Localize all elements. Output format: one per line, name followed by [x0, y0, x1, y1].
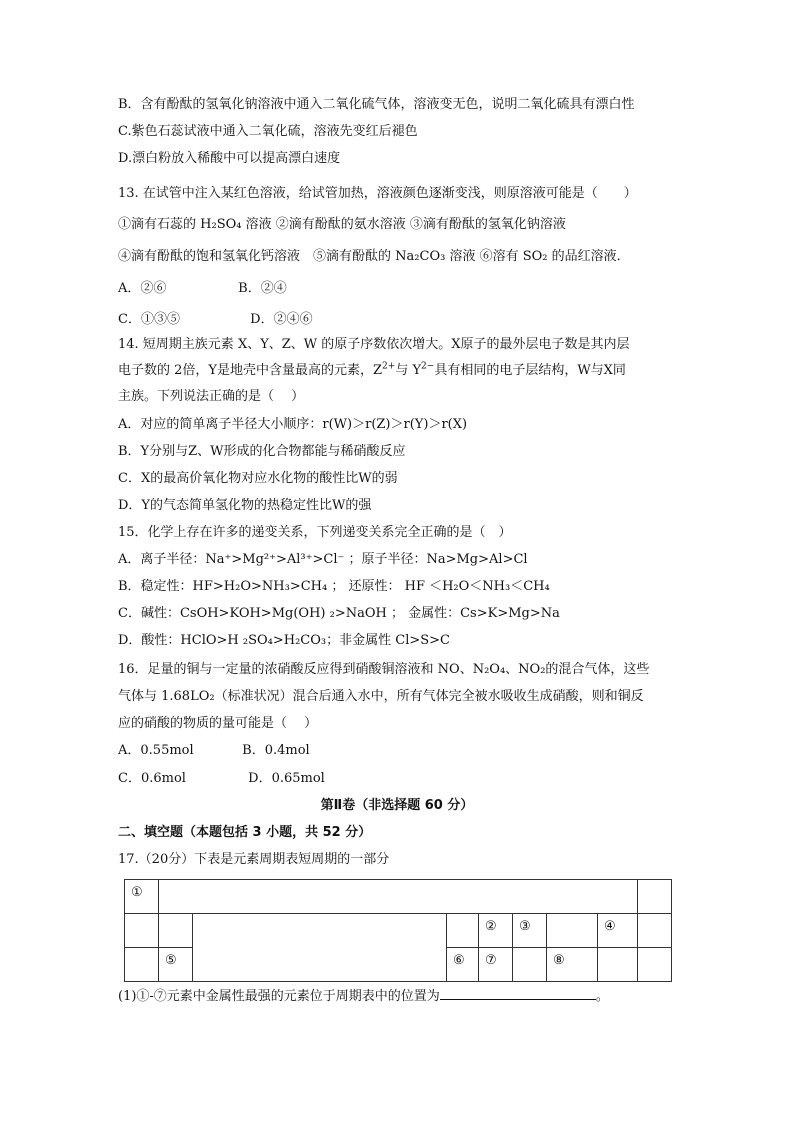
table-cell: ⑧ — [547, 948, 598, 982]
formula-so2: SO₂ — [522, 249, 548, 264]
table-cell — [125, 948, 159, 982]
q15-option-b: B．稳定性：HF>H₂O>NH₃>CH₄ ； 还原性： HF ＜H₂O＜NH₃＜CH₄ — [118, 579, 550, 594]
q16-stem-1: 16．足量的铜与一定量的浓硝酸反应得到硝酸铜溶液和 NO、N₂O₄、NO₂的混合气体，这些 — [118, 662, 650, 677]
table-cell: ② — [479, 914, 513, 948]
table-cell: ③ — [513, 914, 547, 948]
q14-stem-2: 电子数的 2倍，Y是地壳中含量最高的元素，$Z^{2+}$与 $Y^{2-}$具有相同的电子层结构，W与X同 — [118, 361, 626, 378]
formula-h2so4: H₂SO₄ — [200, 217, 242, 232]
q16-option-b: B．0.4mol — [242, 743, 310, 758]
q13-options-cd — [118, 311, 313, 329]
table-cell — [547, 914, 598, 948]
answer-blank[interactable] — [440, 987, 596, 1000]
q13-items-2: ④滴有酚酞的饱和氢氧化钙溶液 ⑤滴有酚酞的 Na₂CO₃ 溶液 ⑥溶有 SO₂ 的品红溶液． — [118, 249, 630, 264]
q14-option-c: C．X的最高价氧化物对应水化物的酸性比W的弱 — [118, 471, 398, 486]
q12-option-d: D.漂白粉放入稀酸中可以提高漂白速度 — [118, 151, 341, 166]
q15-option-c: C．碱性：CsOH>KOH>Mg(OH) ₂>NaOH ； 金属性：Cs>K>Mg>Na — [118, 606, 560, 621]
table-cell — [638, 948, 672, 982]
q16-stem-2: 气体与 1.68LO₂（标准状况）混合后通入水中，所有气体完全被水吸收生成硝酸，则和铜反 — [118, 689, 644, 704]
table-cell — [638, 880, 672, 914]
q13-stem: 13. 在试管中注入某红色溶液，给试管加热，溶液颜色逐渐变浅，则原溶液可能是（ ） — [118, 186, 637, 201]
q14-stem-1: 14. 短周期主族元素 X、Y、Z、W 的原子序数依次增大。X原子的最外层电子数是其内层 — [118, 337, 630, 352]
q17-stem: 17.（20分）下表是元素周期表短周期的一部分 — [118, 852, 390, 867]
y-charge: 2− — [421, 361, 435, 372]
q16-option-a: A．0.55mol — [118, 743, 194, 758]
q13-options-ab — [118, 280, 287, 298]
q16-options-ab — [118, 742, 310, 760]
table-cell — [638, 914, 672, 948]
q17-part-1: (1)①-⑦元素中金属性最强的元素位于周期表中的位置为 。 — [118, 989, 609, 1004]
formula-na2co3: Na₂CO₃ — [395, 249, 446, 264]
table-cell — [193, 914, 447, 982]
table-cell — [125, 914, 159, 948]
part-two-title: 第Ⅱ卷（非选择题 60 分） — [320, 798, 474, 813]
q16-option-c: C．0.6mol — [118, 771, 186, 786]
table-cell: ① — [125, 880, 159, 914]
table-cell — [598, 948, 638, 982]
z-charge: 2+ — [382, 361, 396, 372]
q13-option-a: A．②⑥ — [118, 281, 167, 296]
table-cell: ④ — [598, 914, 638, 948]
table-cell — [447, 914, 479, 948]
q13-option-b: B．②④ — [238, 281, 287, 296]
q13-items-1: ①滴有石蕊的 H₂SO₄ 溶液 ②滴有酚酞的氨水溶液 ③滴有酚酞的氢氧化钠溶液 — [118, 217, 566, 232]
q13-option-d: D．②④⑥ — [250, 312, 313, 327]
periodic-table-fragment — [124, 879, 672, 982]
table-cell — [159, 880, 638, 914]
table-cell: ⑥ — [447, 948, 479, 982]
q12-option-b: B．含有酚酞的氢氧化钠溶液中通入二氧化硫气体，溶液变无色，说明二氧化硫具有漂白性 — [118, 97, 635, 112]
q13-option-c: C．①③⑤ — [118, 312, 180, 327]
q15-stem: 15．化学上存在许多的递变关系，下列递变关系完全正确的是（ ） — [118, 525, 512, 540]
q16-stem-3: 应的硝酸的物质的量可能是（ ） — [118, 716, 318, 731]
q16-option-d: D．0.65mol — [248, 771, 325, 786]
q12-option-c: C.紫色石蕊试液中通入二氧化硫，溶液先变红后褪色 — [118, 124, 418, 139]
table-cell — [159, 914, 193, 948]
q14-option-d: D．Y的气态简单氢化物的热稳定性比W的强 — [118, 498, 372, 513]
q16-options-cd — [118, 770, 325, 788]
q14-option-a: A．对应的简单离子半径大小顺序：r(W)＞r(Z)＞r(Y)＞r(X) — [118, 417, 468, 432]
table-cell — [513, 948, 547, 982]
q15-option-a: A．离子半径：Na⁺>Mg²⁺>Al³⁺>Cl⁻ ；原子半径：Na>Mg>Al>Cl — [118, 552, 528, 567]
q14-option-b: B．Y分别与Z、W形成的化合物都能与稀硝酸反应 — [118, 444, 406, 459]
table-cell: ⑦ — [479, 948, 513, 982]
section-two-heading: 二、填空题（本题包括 3 小题，共 52 分） — [118, 825, 372, 840]
q14-stem-3: 主族。下列说法正确的是（ ） — [118, 389, 305, 404]
table-cell: ⑤ — [159, 948, 193, 982]
q15-option-d: D．酸性：HClO>H ₂SO₄>H₂CO₃；非金属性 Cl>S>C — [118, 633, 451, 648]
